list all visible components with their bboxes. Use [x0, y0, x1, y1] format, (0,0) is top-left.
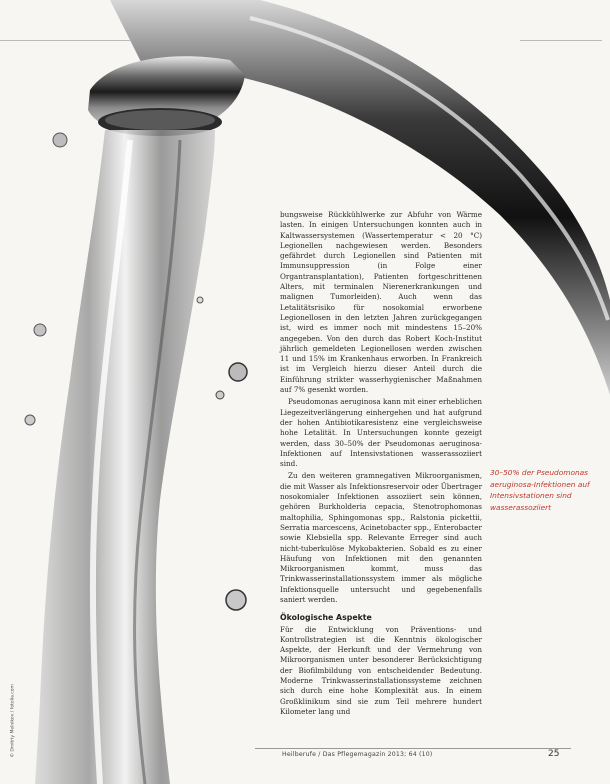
header-rule-right — [520, 40, 602, 41]
section-heading: Ökologische Aspekte — [280, 613, 372, 623]
article-paragraph: bungsweise Rückkühlwerke zur Abfuhr von Wärme lasten. In einigen Untersuchungen konnten auch in Kaltwassersystemen (Wassertemperatur < 20 °C) Legionellen nachgewiesen werden. Besonders gefährdet durch Legionellen sind Patienten mit Immunsuppression (in Folge einer Organtransplantation), Patienten fortgeschrittenen Alters, mit terminalen Nierenerkrankungen und malignen Tumorleiden). Auch wenn das Letalitätsrisiko für nosokomial erworbene Legionellosen in den letzten Jahren zurückgegangen ist, wird es immer noch mit mindestens 15–20% angegeben. Von den durch das Robert Koch-Institut jährlich gemeldeten Legionellosen werden zwischen 11 und 15% im Krankenhaus erworben. In Frankreich ist im Vergleich hierzu dieser Anteil durch die Einführung strikter wasserhygienischer Maßnahmen auf 7% gesenkt worden. — [280, 210, 482, 395]
photo-credit: © Dmitriy Melnikov / fotolia.com — [10, 684, 16, 758]
header-rule-left — [0, 40, 130, 41]
footer-rule — [255, 748, 571, 749]
page-number: 25 — [548, 749, 560, 759]
article-paragraph: Für die Entwicklung von Präventions- und Kontrollstrategien ist die Kenntnis ökologischer Aspekte, der Herkunft und der Vermehrung von Mikroorganismen unter besonderer Berücksichtigung der Biofilmbildung von entscheidender Bedeutung. Moderne Trinkwasserinstallationssysteme zeichnen sich durch eine hohe Komplexität aus. In einem Großklinikum sind sie zum Teil mehrere hundert Kilometer lang und — [280, 624, 482, 716]
article-body — [280, 210, 482, 719]
pull-quote: 30–50% der Pseudomonas aeruginosa-Infektionen auf Intensivstationen sind wasserassoziiert — [490, 468, 590, 512]
footer-journal: Heilberufe / Das Pflegemagazin 2013; 64 (10) — [282, 751, 433, 758]
article-paragraph: Pseudomonas aeruginosa kann mit einer erheblichen Liegezeitverlängerung einhergehen und hat aufgrund der hohen Antibiotikaresistenz eine vergleichsweise hohe Letalität. In Untersuchungen konnte gezeigt werden, dass 30–50% der Pseudomonas aeruginosa-Infektionen auf Intensivstationen wasserassoziiert sind. — [280, 397, 482, 469]
article-paragraph: Zu den weiteren gramnegativen Mikroorganismen, die mit Wasser als Infektionsreservoir oder Übertrager nosokomialer Infektionen assoziiert sein können, gehören Burkholderia cepacia, Stenotrophomonas maltophilia, Sphingomonas spp., Ralstonia pickettii, Serratia marcescens, Acinetobacter spp., Enterobacter sowie Klebsiella spp. Relevante Erreger sind auch nicht-tuberkulöse Mykobakterien. Sobald es zu einer Häufung von Infektionen mit den genannten Mikroorganismen kommt, muss das Trinkwasserinstallationssystem immer als mögliche Infektionsquelle untersucht und gegebenenfalls saniert werden. — [280, 471, 482, 604]
